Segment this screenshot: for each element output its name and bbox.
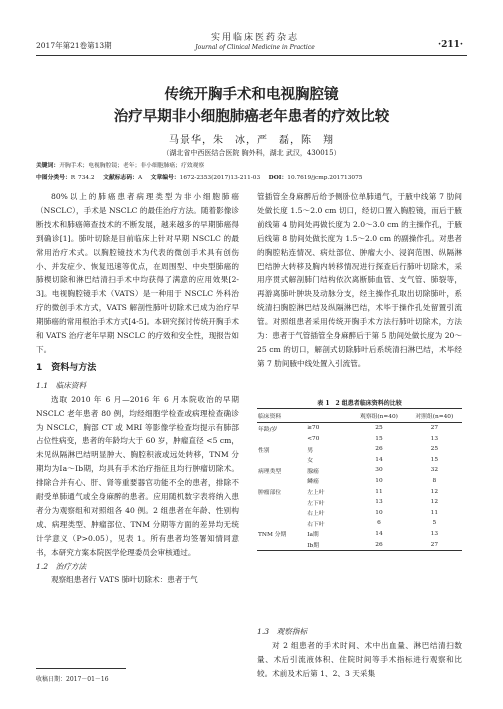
table-cell: 10 xyxy=(375,477,383,484)
indicators-paragraph: 对 2 组患者的手术时间、术中出血量、淋巴结清扫数量、术后引流液体积、住院时间等手术指标进行观察和比较。术前及术后第 1、2、3 天采集 xyxy=(257,640,462,678)
clc-value: R 734.2 xyxy=(70,175,95,181)
table-row xyxy=(257,444,462,455)
table-cell: 15 xyxy=(430,456,439,463)
keywords: 开胸手术；电视胸腔镜；老年；非小细胞肺癌；疗效观察 xyxy=(59,163,205,169)
table-cell: 男 xyxy=(307,447,313,454)
table-cell: 10 xyxy=(375,509,383,516)
table-cell: 12 xyxy=(430,499,439,506)
section-heading-1-1: 1.1 临床资料 xyxy=(36,380,87,390)
table-row xyxy=(257,497,462,508)
table-cell xyxy=(257,434,306,444)
authors: 马景华，朱 冰，严 磊，陈 翔 xyxy=(169,135,334,146)
clinical-data-paragraph: 选取 2010 年 6 月—2016 年 6 月本院收治的早期 NSCLC 老年患者 80 例，均经细胞学检查或病理检查确诊为 NSCLC，胸部 CT 或 MRI 等影像学检查均提示有肺部占位性病变，患者的年龄均大于 60 岁，肿瘤直径 <5 cm，未见纵隔淋巴结明显肿大、胸腔积液或远处转移，TNM 分期均为Ⅰa～Ⅰb期，均具有手术治疗指征且均行肿瘤切除术。排除合并有心、肝、肾等重要器官功能不全的患者，排除不耐受单肺通气或全身麻醉的患者。应用随机数字表将纳入患者分为观察组和对照组各 40 例。2 组患者在年龄、性别构成、病理类型、肿瘤部位、TNM 分期等方面的差异均无统计学意义（P>0.05），见表 1。所有患者均签署知情同意书，本研究方案本院医学伦理委员会审核通过。 xyxy=(36,394,239,557)
table-header-cell: 临床资料 xyxy=(257,409,306,423)
right-column xyxy=(257,190,462,371)
article-title-line-2: 治疗早期非小细胞肺癌老年患者的疗效比较 xyxy=(113,109,390,125)
table-header-cell: 对照组(n=40) xyxy=(407,409,462,423)
table-cell: 15 xyxy=(375,435,383,442)
table-row xyxy=(257,465,462,476)
table-row xyxy=(257,423,462,434)
section-heading-1: 1 资料与方法 xyxy=(36,362,97,373)
table-cell: 8 xyxy=(432,477,437,484)
table-cell: Ⅰb期 xyxy=(306,539,351,550)
table-cell xyxy=(257,497,306,508)
table-cell: 27 xyxy=(430,425,439,432)
table-cell: 年龄/岁 xyxy=(258,426,278,433)
table-cell: 11 xyxy=(375,488,383,495)
table-cell: 性别 xyxy=(258,447,270,454)
table-cell: 26 xyxy=(351,539,406,550)
table-header-cell xyxy=(306,409,351,423)
table-row xyxy=(257,434,462,444)
table-cell: 32 xyxy=(430,467,439,474)
table-cell: 腺癌 xyxy=(307,468,319,475)
treatment-paragraph: 观察组患者行 VATS 肺叶切除术：患者于气 xyxy=(51,575,198,585)
table-cell: 6 xyxy=(377,520,381,527)
table-caption: 表 1 2 组患者临床资料的比较 xyxy=(317,400,402,407)
table-header-cell: 观察组(n=40) xyxy=(351,409,406,423)
table-cell: 25 xyxy=(375,425,383,432)
table-cell: 鳞癌 xyxy=(307,479,319,486)
keywords-line xyxy=(36,160,467,169)
table-cell: 14 xyxy=(375,530,383,537)
table-cell: 左下叶 xyxy=(307,500,325,507)
section-heading-1-3: 1.3 观察指标 xyxy=(257,627,308,636)
table-cell xyxy=(257,476,306,487)
doi-label: DOI： xyxy=(268,175,288,181)
intro-paragraph: 80%以上的肺癌患者病理类型为非小细胞肺癌（NSCLC），手术是 NSCLC 的最佳治疗方法。随着影像诊断技术和肺癌筛查技术的不断发展，越来越多的早期肺癌得到确诊[1]。肺叶切除是目前临床上针对早期 NSCLC 的最常用治疗术式。以胸腔镜技术为代表的微创手术具有创伤小、并发症少、恢复迅速等优点，在周围型、中央型肺癌的肺楔切除和淋巴结清扫手术中均获得了满意的应用效果[2-3]。电视胸腔镜手术（VATS）是一种用于 NSCLC 外科治疗的微创手术方式，VATS 解剖性肺叶切除术已成为治疗早期肺癌的常用根治手术方式[4-5]。本研究探讨传统开胸手术和 VATS 治疗老年早期 NSCLC 的疗效和安全性，现报告如下。 xyxy=(36,192,239,354)
table-cell: <70 xyxy=(307,435,320,442)
classification-line xyxy=(36,172,467,181)
doc-code-label: 文献标志码： xyxy=(103,175,138,181)
keywords-label: 关键词： xyxy=(36,163,60,169)
journal-name-cn: 实用临床医药杂志 xyxy=(210,33,299,43)
table-cell xyxy=(257,539,306,550)
doc-code-value: A xyxy=(137,175,143,181)
table-row xyxy=(257,486,462,497)
table-cell: 13 xyxy=(430,530,439,537)
table-row xyxy=(257,476,462,487)
header-rule xyxy=(36,55,467,56)
table-cell: 14 xyxy=(375,456,383,463)
table-cell xyxy=(257,507,306,518)
page-number: ·211· xyxy=(437,40,463,50)
table-cell: 右上叶 xyxy=(307,511,325,518)
table-cell: 30 xyxy=(375,467,383,474)
table-row xyxy=(257,507,462,518)
left-column xyxy=(36,190,239,587)
table-cell: 左上叶 xyxy=(307,490,325,497)
doi-value: 10.7619/jcmp.201713075 xyxy=(287,175,363,181)
table-cell: 病理类型 xyxy=(258,468,282,475)
footnote-rule xyxy=(36,668,126,669)
table-row xyxy=(257,518,462,529)
section-heading-1-2: 1.2 治疗方法 xyxy=(36,561,87,571)
table-cell xyxy=(257,518,306,529)
table-cell: 肿瘤部位 xyxy=(258,490,282,497)
journal-name-en: Journal of Clinical Medicine in Practice xyxy=(195,44,315,51)
journal-masthead xyxy=(180,30,330,51)
table-cell: 12 xyxy=(430,488,439,495)
right-column-bottom xyxy=(257,625,462,681)
received-date: 收稿日期：2017－01－16 xyxy=(36,676,109,683)
table-cell: Ⅰa期 xyxy=(307,532,319,539)
table-cell: 女 xyxy=(307,458,313,465)
table-cell: ≥70 xyxy=(307,425,320,432)
table-cell: 27 xyxy=(407,539,462,550)
clc-label: 中图分类号： xyxy=(36,175,71,181)
procedure-paragraph: 管插管全身麻醉后给予侧卧位单肺通气，于腋中线第 7 肋间处做长度 1.5～2.0 cm 切口，经切口置入胸腔镜，而后于腋前线第 4 肋间处再做长度为 2.0～3.0 cm 的主操作孔，于腋后线第 8 肋间处做长度为 1.5～2.0 cm 的副操作孔。对患者的胸腔粘连情况、病灶部位、肿瘤大小、浸润范围、纵隔淋巴结肿大转移及胸内转移情况进行探查后行肺叶切除术，采用序贯式解剖肺门结构依次离断肺血管、支气管、肺裂等，再游离肺叶肿块及动脉分支，经主操作孔取出切除肺叶，系统清扫胸腔淋巴结及纵隔淋巴结，术毕于操作孔处留置引流管。对照组患者采用传统开胸手术方法行肺叶切除术，方法为：患者于气管插管全身麻醉后于第 5 肋间处做长度为 20～25 cm 的切口，解剖式切除肺叶后系统清扫淋巴结，术毕经第 7 肋间腋中线处置入引流管。 xyxy=(257,192,462,368)
table-cell: 13 xyxy=(375,499,383,506)
table-row xyxy=(257,539,462,550)
table-cell: TNM 分期 xyxy=(258,532,287,539)
table-cell: 11 xyxy=(430,509,439,516)
table-cell: 右下叶 xyxy=(307,521,325,528)
table-cell: 13 xyxy=(430,435,439,442)
issue-info: 2017年第21卷第13期 xyxy=(36,41,112,50)
clinical-data-table xyxy=(257,408,462,551)
table-cell xyxy=(257,454,306,465)
table-cell: 5 xyxy=(432,520,437,527)
article-number-label: 文章编号： xyxy=(150,175,180,181)
affiliation: （湖北省中西医结合医院 胸外科，湖北 武汉，430015） xyxy=(162,149,341,157)
article-number-value: 1672-2353(2017)13-211-03 xyxy=(179,175,261,181)
table-header-row xyxy=(257,409,462,423)
table-cell: 26 xyxy=(375,446,383,453)
table-row xyxy=(257,529,462,540)
article-title-line-1: 传统开胸手术和电视胸腔镜 xyxy=(164,87,339,103)
table-cell: 25 xyxy=(430,446,439,453)
table-row xyxy=(257,454,462,465)
